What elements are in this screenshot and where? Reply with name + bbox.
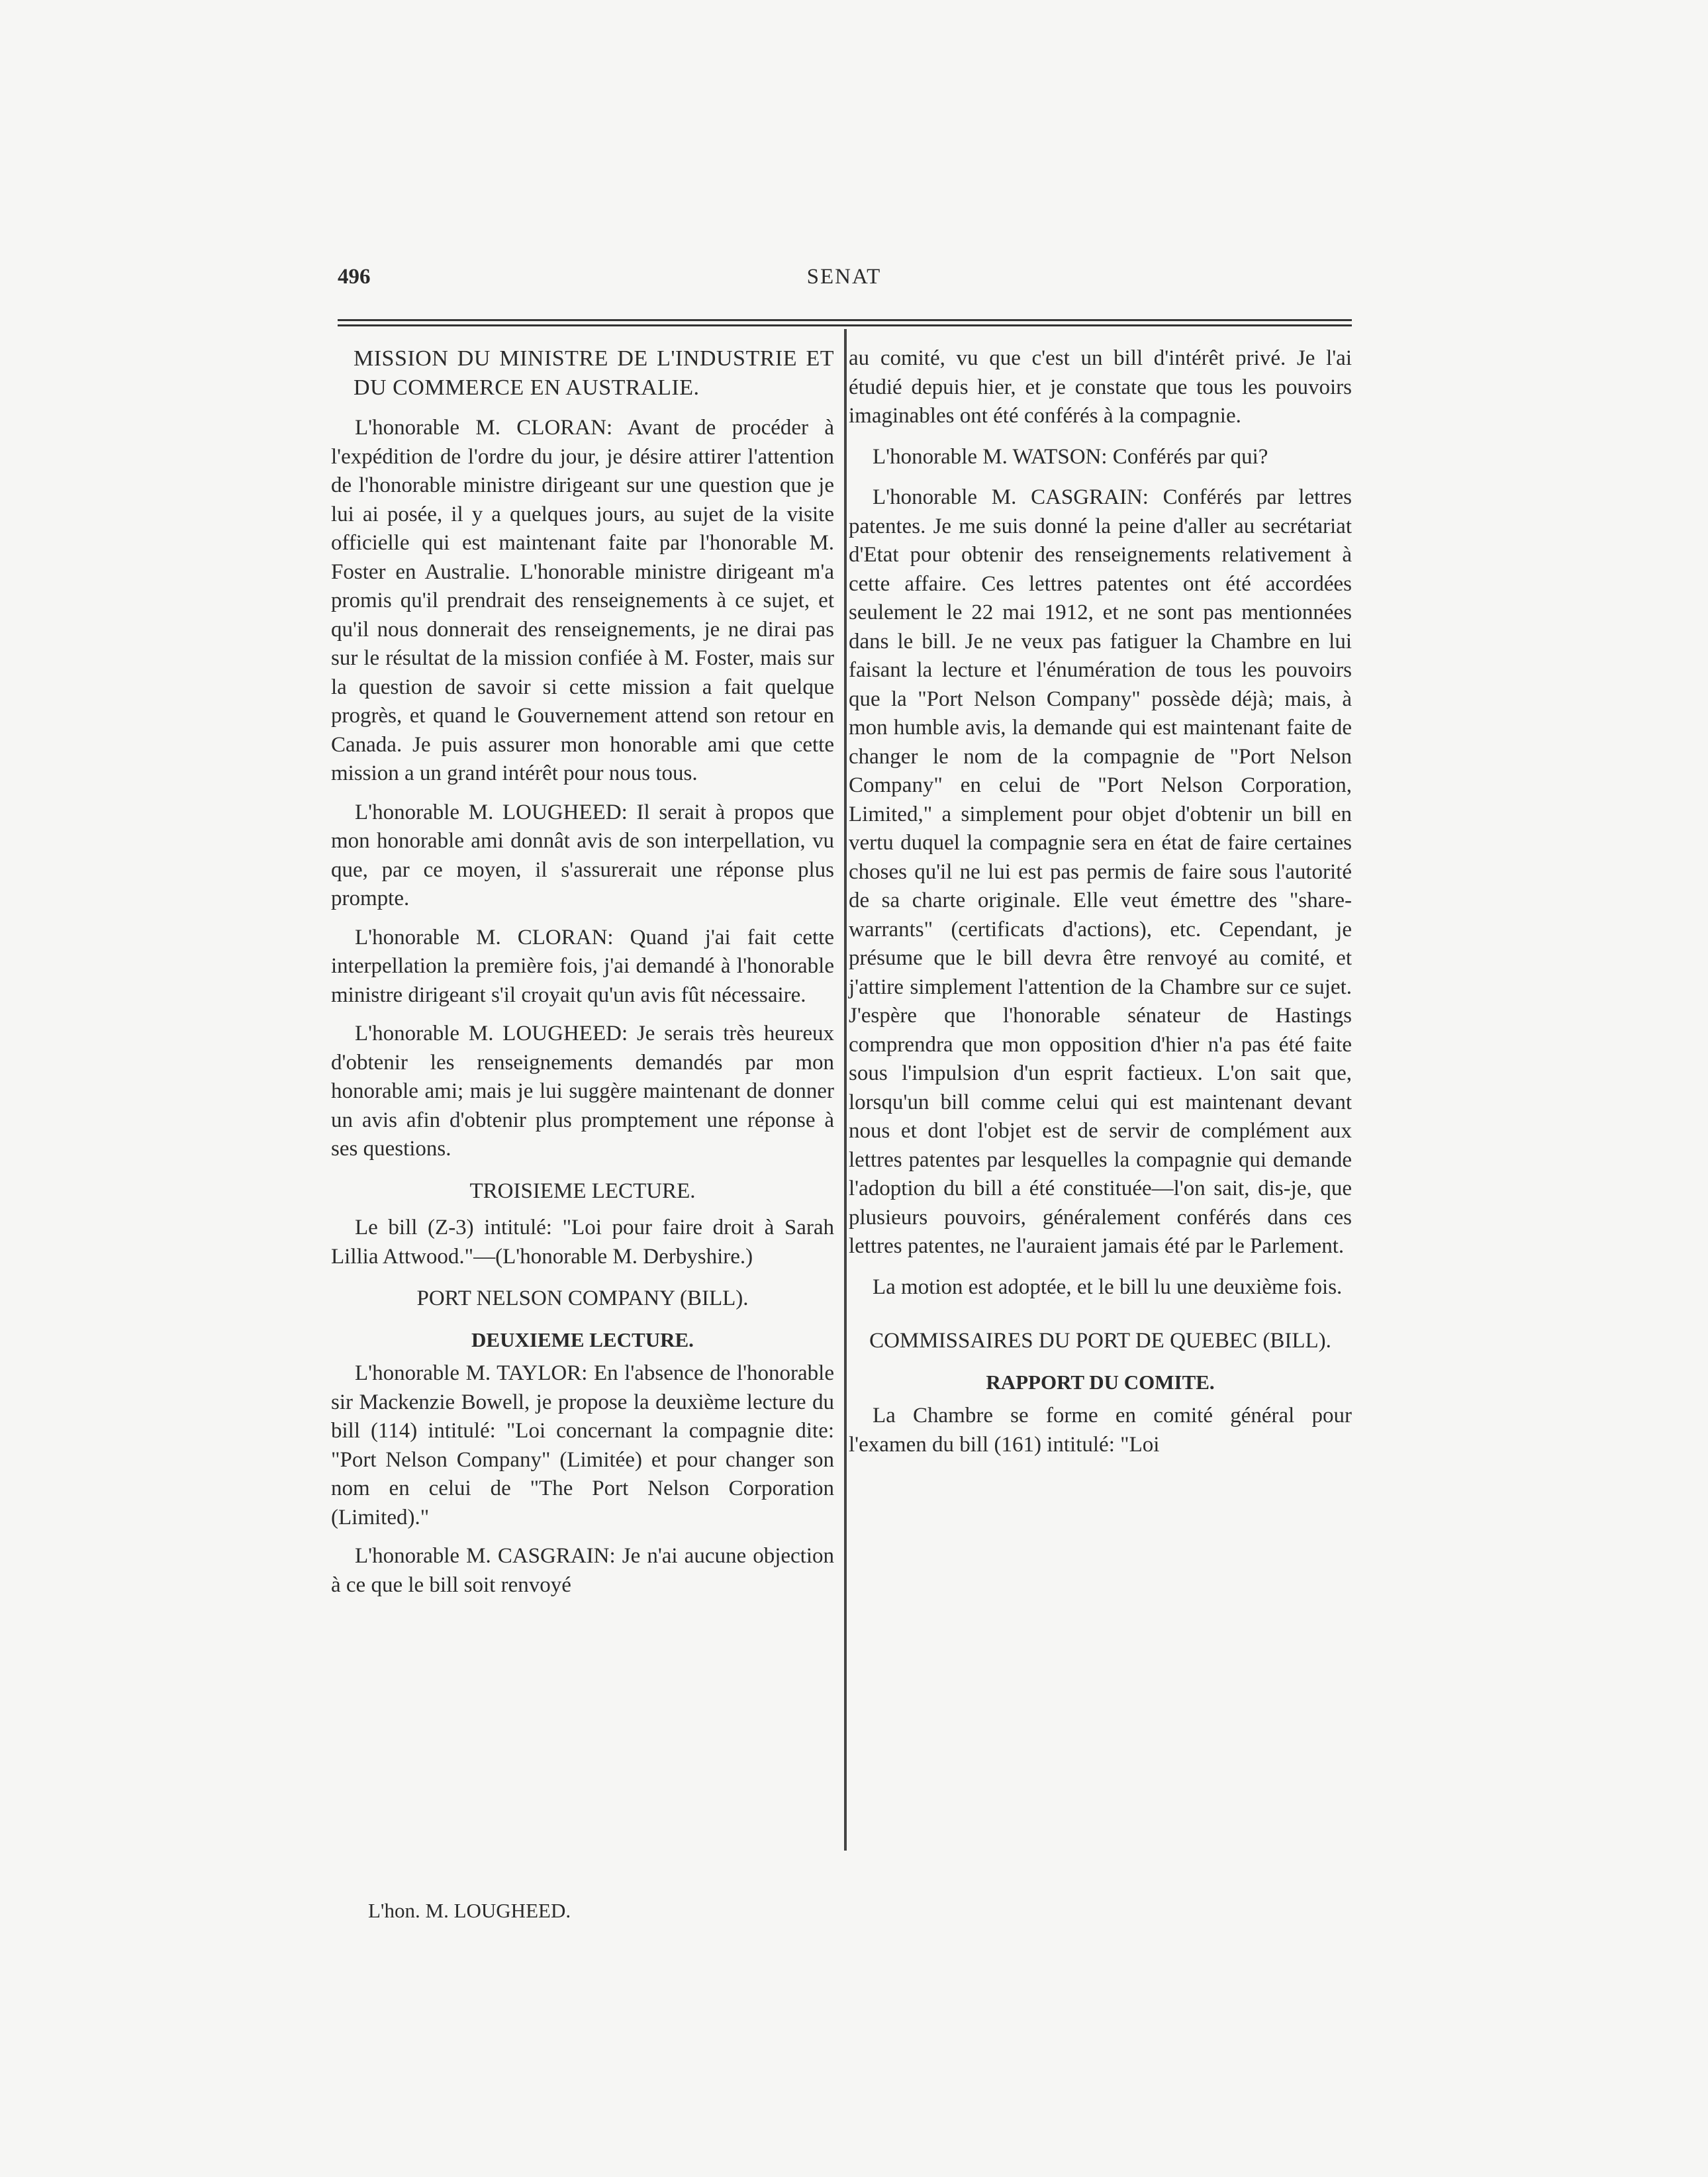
header-rule-top bbox=[338, 319, 1352, 321]
paragraph-casgrain-1: L'honorable M. CASGRAIN: Je n'ai aucune objection à ce que le bill soit renvoyé bbox=[331, 1544, 834, 1597]
section-title-mission: MISSION DU MINISTRE DE L'INDUSTRIE ET DU COMMERCE EN AUSTRALIE. bbox=[354, 346, 834, 400]
page-footer: L'hon. M. LOUGHEED. bbox=[368, 1899, 571, 1922]
paragraph-cloran-2: L'honorable M. CLORAN: Quand j'ai fait cette interpellation la première fois, j'ai demandé à l'honorable ministre dirigeant s'il croyait qu'un avis fût nécessaire. bbox=[331, 925, 834, 1007]
page-number: 496 bbox=[338, 265, 371, 289]
heading-port-nelson: PORT NELSON COMPANY (BILL). bbox=[416, 1286, 749, 1310]
paragraph-watson: L'honorable M. WATSON: Conférés par qui? bbox=[873, 444, 1268, 469]
paragraph-chambre: La Chambre se forme en comité général pour l'examen du bill (161) intitulé: "Loi bbox=[849, 1404, 1352, 1457]
paragraph-motion: La motion est adoptée, et le bill lu une deuxième fois. bbox=[873, 1275, 1343, 1299]
paragraph-casgrain-2: L'honorable M. CASGRAIN: Conférés par lettres patentes. Je me suis donné la peine d'aller au secrétariat d'Etat pour obtenir des renseignements relativement à cette affaire. Ces lettres patentes ont été accordées seulement le 22 mai 1912, et ne sont pas mentionnées dans le bill. Je ne veux pas fatiguer la Chambre en lui faisant la lecture et l'énumération de tous les pouvoirs que la "Port Nelson Company" possède déjà; mais, à mon humble avis, la demande qui est maintenant faite de changer le nom de la compagnie de "Port Nelson Company" en celui de "Port Nelson Corporation, Limited," a simplement pour objet d'obtenir un bill en vertu duquel la compagnie sera en état de faire certaines choses qu'il ne lui est pas permis de faire sous l'autorité de sa charte originale. Elle veut émettre des "share-warrants" (certificats d'actions), etc. Cependant, je présume que le bill devra être renvoyé au comité, et j'attire simplement l'attention de la Chambre sur ce sujet. J'espère que l'honorable sénateur de Hastings comprendra que mon opposition d'hier n'a pas été faite sous l'impulsion d'un esprit factieux. L'on sait que, lorsqu'un bill comme celui qui est maintenant devant nous et dont l'objet est de servir de complément aux lettres patentes par lesquelles la compagnie qui demande l'adoption du bill a été constituée—l'on sait, dis-je, que plusieurs pouvoirs, généralement conférés dans ces lettres patentes, ne l'auraient jamais été par le Parlement. bbox=[849, 485, 1352, 1258]
heading-deuxieme-lecture: DEUXIEME LECTURE. bbox=[471, 1328, 694, 1351]
heading-troisieme-lecture: TROISIEME LECTURE. bbox=[469, 1179, 696, 1203]
paragraph-lougheed-1: L'honorable M. LOUGHEED: Il serait à propos que mon honorable ami donnât avis de son interpellation, vu que, par ce moyen, il s'assurerait une réponse plus prompte. bbox=[331, 800, 834, 910]
paragraph-lougheed-2: L'honorable M. LOUGHEED: Je serais très heureux d'obtenir les renseignements demandés par mon honorable ami; mais je lui suggère maintenant de donner un avis afin d'obtenir plus promptement une réponse à ses questions. bbox=[331, 1022, 834, 1161]
running-title: SENAT bbox=[806, 265, 882, 289]
heading-commissaires: COMMISSAIRES DU PORT DE QUEBEC (BILL). bbox=[869, 1329, 1331, 1353]
paragraph-continuation: au comité, vu que c'est un bill d'intérêt privé. Je l'ai étudié depuis hier, et je constate que tous les pouvoirs imaginables ont été conférés à la compagnie. bbox=[849, 346, 1352, 428]
column-divider bbox=[844, 329, 847, 1851]
right-column bbox=[849, 344, 1352, 1459]
heading-rapport-comite: RAPPORT DU COMITE. bbox=[986, 1370, 1215, 1394]
left-column bbox=[331, 344, 834, 1600]
page-header bbox=[338, 265, 1351, 298]
paragraph-taylor: L'honorable M. TAYLOR: En l'absence de l'honorable sir Mackenzie Bowell, je propose la deuxième lecture du bill (114) intitulé: "Loi concernant la compagnie dite: "Port Nelson Company" (Limitée) et pour changer son nom en celui de "The Port Nelson Corporation (Limited)." bbox=[331, 1361, 834, 1529]
header-rule-bottom bbox=[338, 324, 1352, 326]
paragraph-cloran-1: L'honorable M. CLORAN: Avant de procéder à l'expédition de l'ordre du jour, je désire attirer l'attention de l'honorable ministre dirigeant sur une question que je lui ai posée, il y a quelques jours, au sujet de la visite officielle qui est maintenant faite par l'honorable M. Foster en Australie. L'honorable ministre dirigeant m'a promis qu'il prendrait des renseignements à ce sujet, et qu'il nous donnerait des renseignements, je ne dirai pas sur le résultat de la mission confiée à M. Foster, mais sur la question de savoir si cette mission a fait quelque progrès, et quand le Gouvernement attend son retour en Canada. Je puis assurer mon honorable ami que cette mission a un grand intérêt pour nous tous. bbox=[331, 416, 834, 785]
paragraph-bill-z3: Le bill (Z-3) intitulé: "Loi pour faire droit à Sarah Lillia Attwood."—(L'honorable M. Derbyshire.) bbox=[331, 1216, 834, 1269]
